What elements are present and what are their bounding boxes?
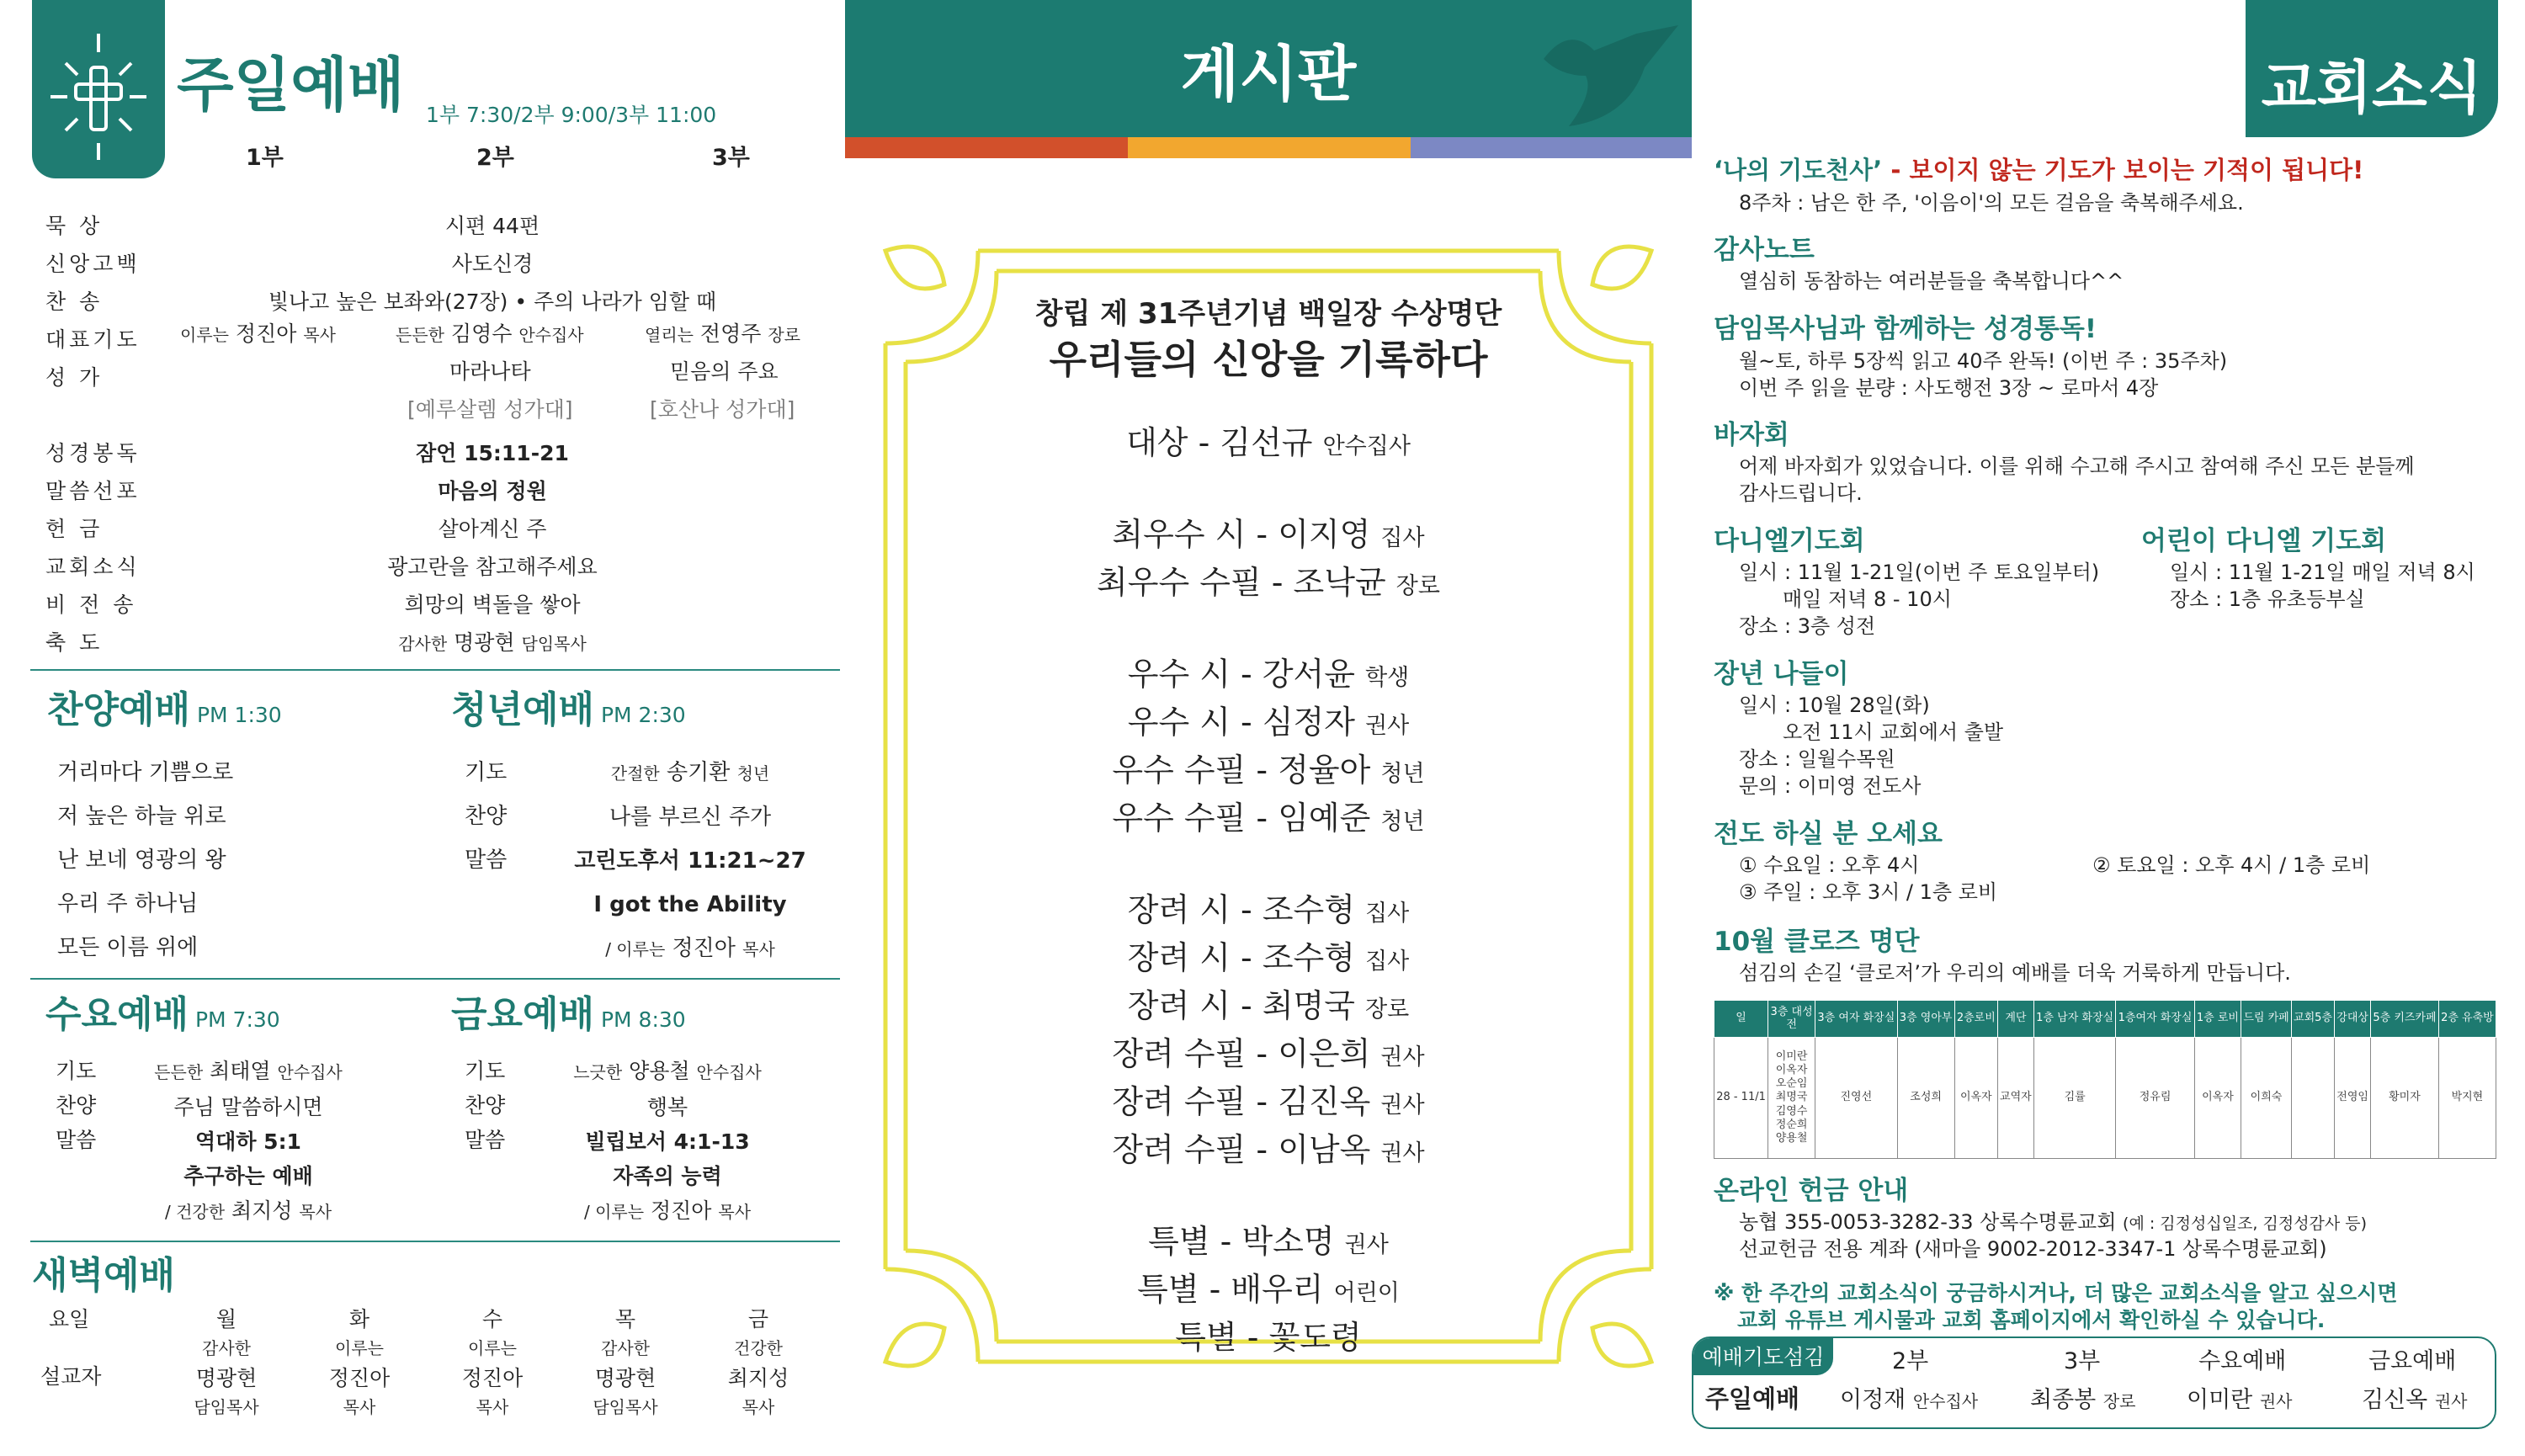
order-values: 시편 44편 사도신경 빛나고 높은 보좌와(27장) • 주의 나라가 임할 때 잠언 15:11-21 마음의 정원 살아계신 주 광고란을 참고해주세요 희망의 벽돌을 쌓아 감사한 명광현 담임목사: [268, 214, 717, 655]
trip-body: 일시 : 10월 28일(화): [1739, 693, 1930, 717]
prayer-col: 금요예배: [2368, 1348, 2457, 1374]
wed-labels: 기도 찬양 말씀: [56, 1059, 97, 1152]
sunday-title: 주일예배: [177, 50, 405, 120]
award-item: 특별 - 박소명 권사: [1148, 1223, 1389, 1260]
divider: [30, 1241, 840, 1242]
cross-icon: [32, 0, 165, 178]
prayer-tag-label: 예배기도섬김: [1702, 1345, 1825, 1369]
praise-songs: 거리마다 기쁨으로 저 높은 하늘 위로 난 보네 영광의 왕 우리 주 하나님 모든 이름 위에: [57, 760, 234, 960]
online-title: 온라인 헌금 안내: [1714, 1176, 1909, 1206]
youth-title: 청년예배 PM 2:30: [451, 688, 686, 731]
prayer-1: 이루는 정진아 목사: [180, 321, 336, 346]
youth-values: 간절한 송기환 청년 나를 부르신 주가 고린도후서 11:21~27 I got the Ability / 이루는 정진아 목사: [574, 760, 806, 961]
prayer-name: 이미란 권사: [2187, 1387, 2293, 1413]
award-item: 장려 시 - 조수형 집사: [1127, 891, 1410, 928]
daniel-body: 장소 : 3층 성전: [1739, 614, 1876, 638]
order-labels: 묵 상 신앙고백 찬 송 대표기도 성 가 성경봉독 말씀선포 헌 금 교회소식 비 전 송 축 도: [45, 214, 141, 655]
board-title: 게시판: [1180, 39, 1357, 109]
bible-body: 이번 주 읽을 분량 : 사도행전 3장 ~ 로마서 4장: [1739, 376, 2159, 400]
col-1: 1부: [246, 145, 284, 171]
board-subtitle: 창립 제 31주년기념 백일장 수상명단: [1034, 297, 1502, 331]
bible-title: 담임목사님과 함께하는 성경통독!: [1714, 314, 2097, 344]
online-body: 선교헌금 전용 계좌 (새마을 9002-2012-3347-1 상록수명륜교회): [1739, 1237, 2327, 1261]
kid-body: 장소 : 1층 유초등부실: [2170, 587, 2365, 611]
dawn-title: 새벽예배: [32, 1254, 176, 1297]
award-item: 특별 - 꽃도령: [1175, 1319, 1362, 1356]
award-item: 우수 시 - 심정자 권사: [1127, 704, 1410, 741]
award-list: [852, 421, 1685, 1363]
award-item: 우수 시 - 강서윤 학생: [1127, 656, 1410, 693]
prayer-3: 열리는 전영주 장로: [645, 321, 800, 346]
choir-song-2: 믿음의 주요: [670, 359, 779, 384]
fri-values: 느긋한 양용철 안수집사 행복 빌립보서 4:1-13 자족의 능력 / 이루는 정진아 목사: [573, 1059, 762, 1223]
bazaar-title: 바자회: [1714, 420, 1789, 450]
award-item: 장려 수필 - 김진옥 권사: [1112, 1083, 1425, 1120]
kid-title: 어린이 다니엘 기도회: [2141, 526, 2387, 556]
daniel-body: 매일 저녁 8 - 10시: [1783, 587, 1952, 611]
prayer-sunday: 주일예배: [1705, 1384, 1800, 1413]
trip-body: 문의 : 이미영 전도사: [1739, 774, 1922, 798]
award-item: 최우수 수필 - 조낙균 장로: [1097, 564, 1440, 601]
board-headline: 우리들의 신앙을 기록하다: [1049, 337, 1488, 382]
closer-table: [1714, 1000, 2496, 1159]
evan-body: ② 토요일 : 오후 4시 / 1층 로비: [2092, 853, 2371, 877]
cross-badge: [32, 0, 165, 178]
choir-song-1: 마라나타: [449, 359, 531, 384]
prayer-name: 김신옥 권사: [2362, 1387, 2468, 1413]
divider: [30, 669, 840, 671]
trip-title: 장년 나들이: [1714, 659, 1849, 689]
prayer-col: 3부: [2064, 1348, 2101, 1374]
col-3: 3부: [712, 145, 750, 171]
table-row: 28 - 11/1 이미란 이옥자 오순임 최명국 김영수 정순희 양용철 진영선 조성희 이옥자 교역자 김률 정유림 이옥자 이희숙 전영임 황미자 박지현: [1714, 1038, 2496, 1159]
sunday-times: 1부 7:30/2부 9:00/3부 11:00: [426, 103, 717, 127]
prayer-name: 최종봉 장로: [2030, 1387, 2136, 1413]
dawn-speaker-label: 설교자: [40, 1364, 102, 1389]
fri-labels: 기도 찬양 말씀: [465, 1059, 506, 1152]
award-item: 대상 - 김선규 안수집사: [1126, 424, 1411, 461]
award-item: 우수 수필 - 정율아 청년: [1112, 752, 1425, 789]
award-item: 장려 수필 - 이은희 권사: [1112, 1035, 1425, 1072]
prayer-2: 든든한 김영수 안수집사: [396, 321, 584, 346]
kid-body: 일시 : 11월 1-21일 매일 저녁 8시: [2170, 561, 2475, 584]
trip-body: 장소 : 일월수목원: [1739, 747, 1895, 771]
divider: [30, 978, 840, 980]
evan-title: 전도 하실 분 오세요: [1714, 819, 1943, 849]
trip-body: 오전 11시 교회에서 출발: [1783, 720, 2004, 744]
bible-body: 월~토, 하루 5장씩 읽고 40주 완독! (이번 주 : 35주차): [1739, 349, 2228, 373]
thanks-body: 열심히 동참하는 여러분들을 축복합니다^^: [1739, 269, 2124, 293]
news-header: [2246, 0, 2498, 137]
award-item: 장려 시 - 최명국 장로: [1127, 987, 1410, 1024]
online-body: 농협 355-0053-3282-33 상록수명륜교회 (예 : 김정성십일조, 김정성감사 등): [1739, 1210, 2368, 1234]
closer-title: 10월 클로즈 명단: [1714, 927, 1920, 957]
table-header: 일 3층 대성전 3층 여자 화장실 3층 영아부 2층로비 계단 1층 남자 화장실 1층여자 화장실 1층 로비 드림 카페 교회5층 강대상 5층 키즈카페 2층 유축방: [1714, 1001, 2496, 1038]
wed-values: 든든한 최태열 안수집사 주님 말씀하시면 역대하 5:1 추구하는 예배 / 건강한 최지성 목사: [154, 1059, 343, 1223]
award-item: 장려 시 - 조수형 집사: [1127, 939, 1410, 976]
fri-title: 금요예배 PM 8:30: [451, 993, 686, 1036]
praise-title: 찬양예배 PM 1:30: [47, 688, 282, 731]
bazaar-body: 어제 바자회가 있었습니다. 이를 위해 수고해 주시고 참여해 주신 모든 분들께: [1739, 454, 2415, 478]
award-item: 최우수 시 - 이지영 집사: [1112, 516, 1425, 553]
notice-line: ※ 한 주간의 교회소식이 궁금하시거나, 더 많은 교회소식을 알고 싶으시면: [1714, 1281, 2398, 1305]
bazaar-body: 감사드립니다.: [1739, 481, 1863, 505]
closer-body: 섬김의 손길 ‘클로저’가 우리의 예배를 더욱 거룩하게 만듭니다.: [1739, 961, 2291, 985]
thanks-title: 감사노트: [1714, 235, 1815, 265]
award-item: 장려 수필 - 이남옥 권사: [1112, 1131, 1425, 1168]
award-item: 특별 - 배우리 어린이: [1137, 1271, 1400, 1308]
board-header: [845, 0, 1692, 137]
col-2: 2부: [476, 145, 514, 171]
daniel-title: 다니엘기도회: [1714, 526, 1865, 556]
choir-1: [예루살렘 성가대]: [407, 397, 573, 422]
news-title: 교회소식: [2261, 56, 2483, 122]
color-strip: [1411, 137, 1692, 158]
prayer-name: 이정재 안수집사: [1840, 1387, 1979, 1413]
award-item: 우수 수필 - 임예준 청년: [1112, 800, 1425, 837]
wed-title: 수요예배 PM 7:30: [45, 993, 280, 1036]
prayer-col: 2부: [1892, 1348, 1929, 1374]
evan-body: ① 수요일 : 오후 4시: [1739, 853, 1920, 877]
angel-title: ‘나의 기도천사’ - 보이지 않는 기도가 보이는 기적이 됩니다!: [1714, 156, 2364, 184]
angel-body: 8주차 : 남은 한 주, '이음이'의 모든 걸음을 축복해주세요.: [1739, 191, 2244, 215]
dawn-grid: 월 감사한 명광현 담임목사 화 이루는 정진아 목사 수 이루는 정진아 목사 목 감사한 명광현 담임목사 금 건강한 최지성 목사: [194, 1307, 789, 1417]
notice-line: 교회 유튜브 게시물과 교회 홈페이지에서 확인하실 수 있습니다.: [1737, 1308, 2326, 1332]
prayer-col: 수요예배: [2198, 1348, 2287, 1374]
color-strip: [845, 137, 1128, 158]
dawn-day-label: 요일: [49, 1307, 90, 1331]
choir-2: [호산나 성가대]: [650, 397, 795, 422]
color-strip: [1128, 137, 1411, 158]
youth-labels: 기도 찬양 말씀: [465, 760, 508, 873]
evan-body: ③ 주일 : 오후 3시 / 1층 로비: [1739, 880, 1998, 904]
daniel-body: 일시 : 11월 1-21일(이번 주 토요일부터): [1739, 561, 2100, 584]
